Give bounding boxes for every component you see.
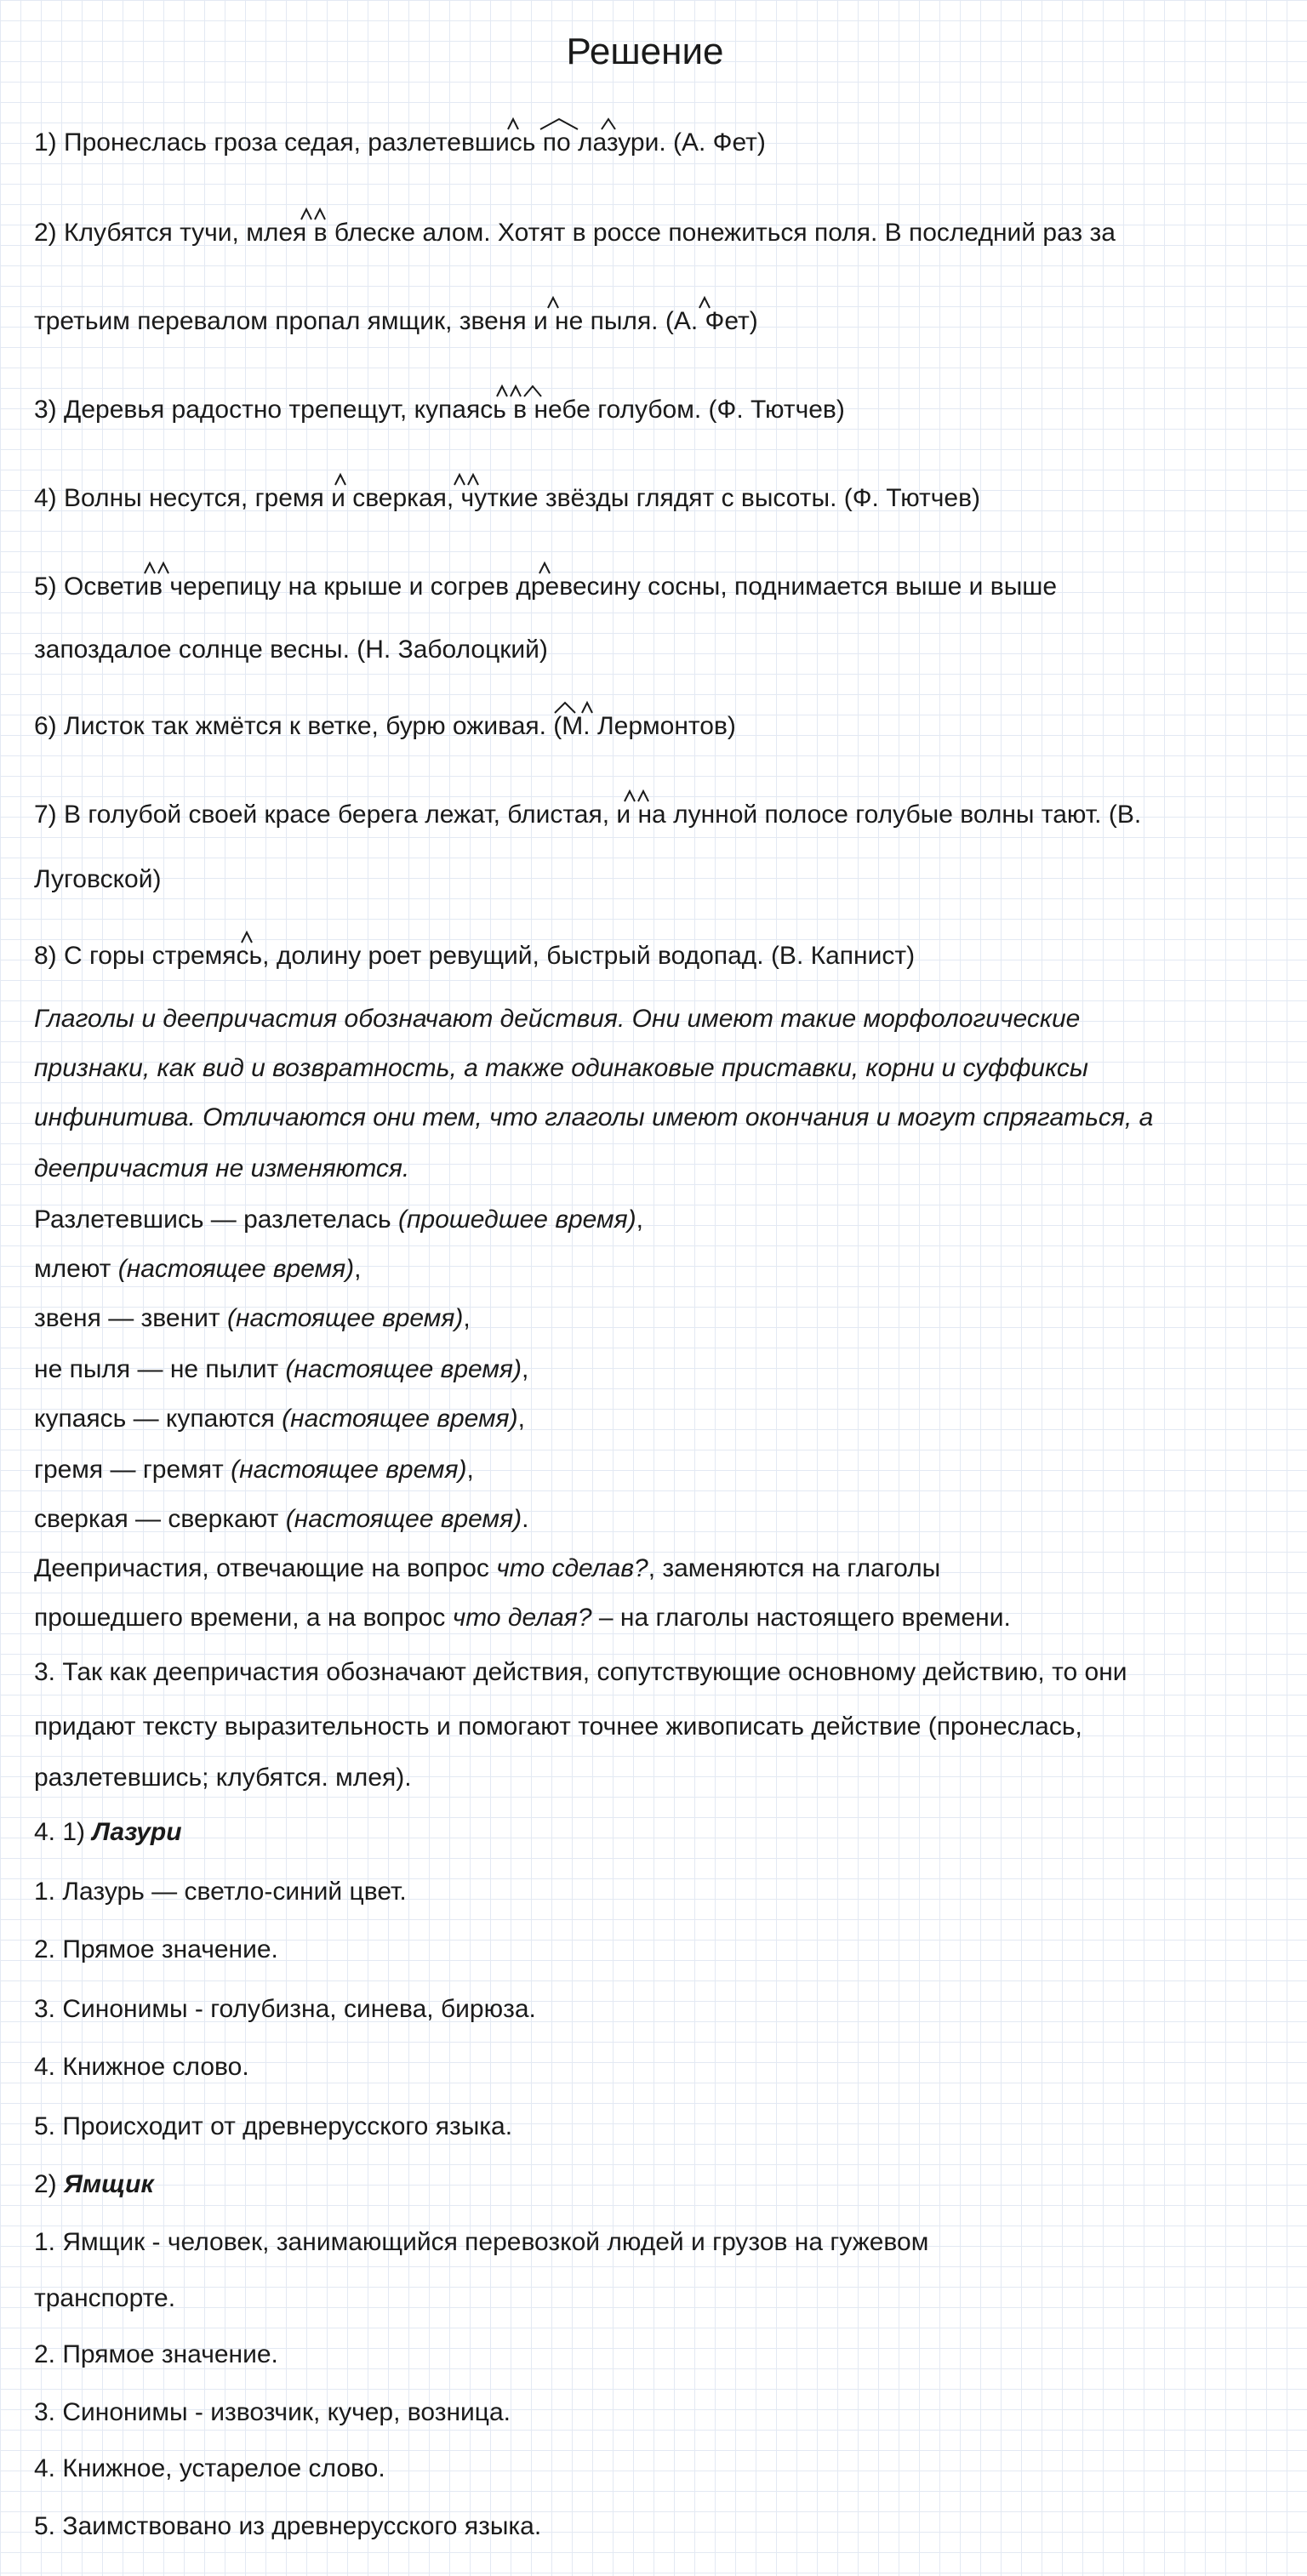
- punctuation: ,: [354, 1255, 362, 1283]
- morpheme-marks: [546, 296, 563, 310]
- explanation-line: признаки, как вид и возвратность, а также одинаковые приставки, корни и суффиксы: [34, 1054, 1088, 1082]
- tense-note: (настоящее время): [285, 1505, 522, 1533]
- rule-line: [34, 1601, 1011, 1635]
- item-text: Лазурь — светло-синий цвет.: [55, 1878, 407, 1906]
- pair-text: не пыля — не пылит: [34, 1355, 286, 1383]
- pair-text: купаясь — купаются: [34, 1405, 283, 1433]
- punctuation: ,: [521, 1355, 529, 1383]
- item-number: 3.: [34, 2398, 56, 2426]
- sentence-number: 6): [34, 712, 57, 740]
- item-number: 2.: [34, 2340, 56, 2368]
- sentence-6: [34, 710, 736, 744]
- word-item: [34, 2226, 928, 2260]
- morpheme-marks: [698, 296, 715, 310]
- sentence-7-line-1: [34, 798, 1141, 832]
- pair-text: млеют: [34, 1255, 118, 1283]
- page-title: Решение: [566, 31, 724, 72]
- rule-line: [34, 1552, 940, 1586]
- word-item: [34, 2338, 278, 2372]
- task-number: 2): [34, 2170, 65, 2198]
- rule-text: прошедшего времени, а на вопрос: [34, 1604, 453, 1632]
- rule-text: , заменяются на глаголы: [648, 1554, 941, 1582]
- task-3-line: [34, 1656, 1127, 1690]
- question: что делая?: [452, 1604, 592, 1632]
- word-item: [34, 1992, 536, 2026]
- word-heading: Ямщик: [64, 2170, 154, 2198]
- sentence-number: 8): [34, 942, 57, 970]
- tense-note: (настоящее время): [231, 1456, 467, 1484]
- sentence-4: [34, 482, 980, 516]
- word-heading: Лазури: [92, 1818, 182, 1846]
- pair-line: [34, 1353, 528, 1387]
- sentence-text: В голубой своей красе берега лежат, блистая, и на лунной полосе голубые волны тают. (В.: [56, 801, 1142, 829]
- rule-text: Деепричастия, отвечающие на вопрос: [34, 1554, 497, 1582]
- word-item: [34, 2452, 385, 2486]
- task-4-subheading: [34, 2168, 154, 2202]
- sentence-text: Клубятся тучи, млея в блеске алом. Хотят в россе понежиться поля. В последний раз за: [56, 219, 1116, 247]
- item-text: Происходит от древнерусского языка.: [55, 2112, 513, 2140]
- punctuation: ,: [463, 1304, 471, 1332]
- word-item: [34, 2510, 541, 2544]
- item-text: Книжное, устарелое слово.: [55, 2454, 385, 2482]
- item-text: Заимствовано из древнерусского языка.: [55, 2512, 542, 2540]
- explanation-line: деепричастия не изменяются.: [34, 1154, 410, 1183]
- morpheme-marks: [553, 701, 604, 715]
- morpheme-marks: [240, 931, 257, 944]
- sentence-number: 3): [34, 396, 57, 424]
- morpheme-marks: [453, 473, 487, 487]
- pair-line: [34, 1402, 525, 1436]
- sentence-5-line-2: [34, 633, 548, 667]
- pair-line: [34, 1453, 474, 1487]
- punctuation: ,: [517, 1405, 525, 1433]
- word-item: [34, 1933, 278, 1967]
- word-item: [34, 2050, 249, 2084]
- morpheme-marks: [495, 385, 555, 398]
- question: что сделав?: [496, 1554, 648, 1582]
- item-number: 1.: [34, 1878, 56, 1906]
- word-item: [34, 1875, 407, 1909]
- sentence-text: Пронеслась гроза седая, разлетевшись по лазури. (А. Фет): [56, 128, 766, 157]
- punctuation: ,: [466, 1456, 474, 1484]
- item-number: 3.: [34, 1995, 56, 2023]
- item-text: Синонимы - голубизна, синева, бирюза.: [55, 1995, 536, 2023]
- explanation-line: Глаголы и деепричастия обозначают действия. Они имеют такие морфологические: [34, 1005, 1081, 1033]
- sentence-text: запоздалое солнце весны. (Н. Заболоцкий): [34, 635, 548, 664]
- sentence-text: Осветив черепицу на крыше и согрев древесину сосны, поднимается выше и выше: [56, 573, 1058, 601]
- item-number: 5.: [34, 2112, 56, 2140]
- pair-text: сверкая — сверкают: [34, 1505, 286, 1533]
- punctuation: ,: [636, 1205, 643, 1234]
- sentence-8: [34, 939, 915, 973]
- sentence-text: Листок так жмётся к ветке, бурю оживая. (М. Лермонтов): [56, 712, 736, 740]
- pair-line: [34, 1502, 528, 1536]
- item-text: Прямое значение.: [55, 1935, 278, 1963]
- tense-note: (настоящее время): [117, 1255, 355, 1283]
- sentence-text: Деревья радостно трепещут, купаясь в небе голубом. (Ф. Тютчев): [56, 396, 845, 424]
- sentence-text: Волны несутся, гремя и сверкая, чуткие звёзды глядят с высоты. (Ф. Тютчев): [56, 484, 981, 512]
- sentence-5-line-1: [34, 570, 1057, 604]
- sentence-text: Луговской): [34, 865, 162, 893]
- pair-line: [34, 1252, 361, 1286]
- task-number: 3.: [34, 1658, 56, 1686]
- sentence-text: С горы стремясь, долину роет ревущий, быстрый водопад. (В. Капнист): [56, 942, 916, 970]
- punctuation: .: [522, 1505, 529, 1533]
- sentence-number: 5): [34, 573, 57, 601]
- task-number: 4. 1): [34, 1818, 93, 1846]
- morpheme-marks: [143, 561, 177, 575]
- word-item-continuation: [34, 2282, 175, 2316]
- pair-line: [34, 1203, 643, 1237]
- item-number: 4.: [34, 2454, 56, 2482]
- task-text: придают тексту выразительность и помогают точнее живописать действие (пронеслась,: [34, 1713, 1082, 1741]
- morpheme-marks: [623, 789, 657, 803]
- sentence-number: 4): [34, 484, 57, 512]
- sentence-1: [34, 126, 766, 160]
- task-3-line: [34, 1710, 1082, 1744]
- tense-note: (настоящее время): [285, 1355, 522, 1383]
- morpheme-marks: [300, 208, 334, 221]
- tense-note: (настоящее время): [226, 1304, 464, 1332]
- rule-text: – на глаголы настоящего времени.: [591, 1604, 1011, 1632]
- morpheme-marks: [334, 473, 351, 487]
- explanation-line: инфинитива. Отличаются они тем, что глаголы имеют окончания и могут спрягаться, а: [34, 1103, 1154, 1131]
- sentence-2-line-1: [34, 216, 1116, 250]
- item-text: Книжное слово.: [55, 2053, 249, 2081]
- sentence-3: [34, 393, 845, 427]
- item-text: транспорте.: [34, 2284, 176, 2312]
- task-4-heading: [34, 1815, 182, 1849]
- morpheme-marks: [506, 117, 651, 131]
- item-text: Синонимы - извозчик, кучер, возница.: [55, 2398, 511, 2426]
- tense-note: (прошедшее время): [398, 1205, 636, 1234]
- item-number: 2.: [34, 1935, 56, 1963]
- item-number: 4.: [34, 2053, 56, 2081]
- item-number: 1.: [34, 2228, 56, 2256]
- task-text: Так как деепричастия обозначают действия, сопутствующие основному действию, то они: [55, 1658, 1127, 1686]
- pair-text: Разлетевшись — разлетелась: [34, 1205, 399, 1234]
- sentence-number: 7): [34, 801, 57, 829]
- item-text: Ямщик - человек, занимающийся перевозкой людей и грузов на гужевом: [55, 2228, 929, 2256]
- tense-note: (настоящее время): [282, 1405, 518, 1433]
- sentence-number: 1): [34, 128, 57, 157]
- sentence-7-line-2: [34, 863, 162, 897]
- item-number: 5.: [34, 2512, 56, 2540]
- item-text: Прямое значение.: [55, 2340, 278, 2368]
- task-text: разлетевшись; клубятся. млея).: [34, 1764, 412, 1792]
- pair-line: [34, 1302, 471, 1336]
- task-3-line: [34, 1761, 412, 1795]
- sentence-text: третьим перевалом пропал ямщик, звеня и не пыля. (А. Фет): [34, 307, 758, 335]
- word-item: [34, 2110, 512, 2144]
- morpheme-marks: [538, 561, 555, 575]
- sentence-number: 2): [34, 219, 57, 247]
- word-item: [34, 2396, 511, 2430]
- sentence-2-line-2: [34, 305, 758, 339]
- pair-text: гремя — гремят: [34, 1456, 231, 1484]
- pair-text: звеня — звенит: [34, 1304, 227, 1332]
